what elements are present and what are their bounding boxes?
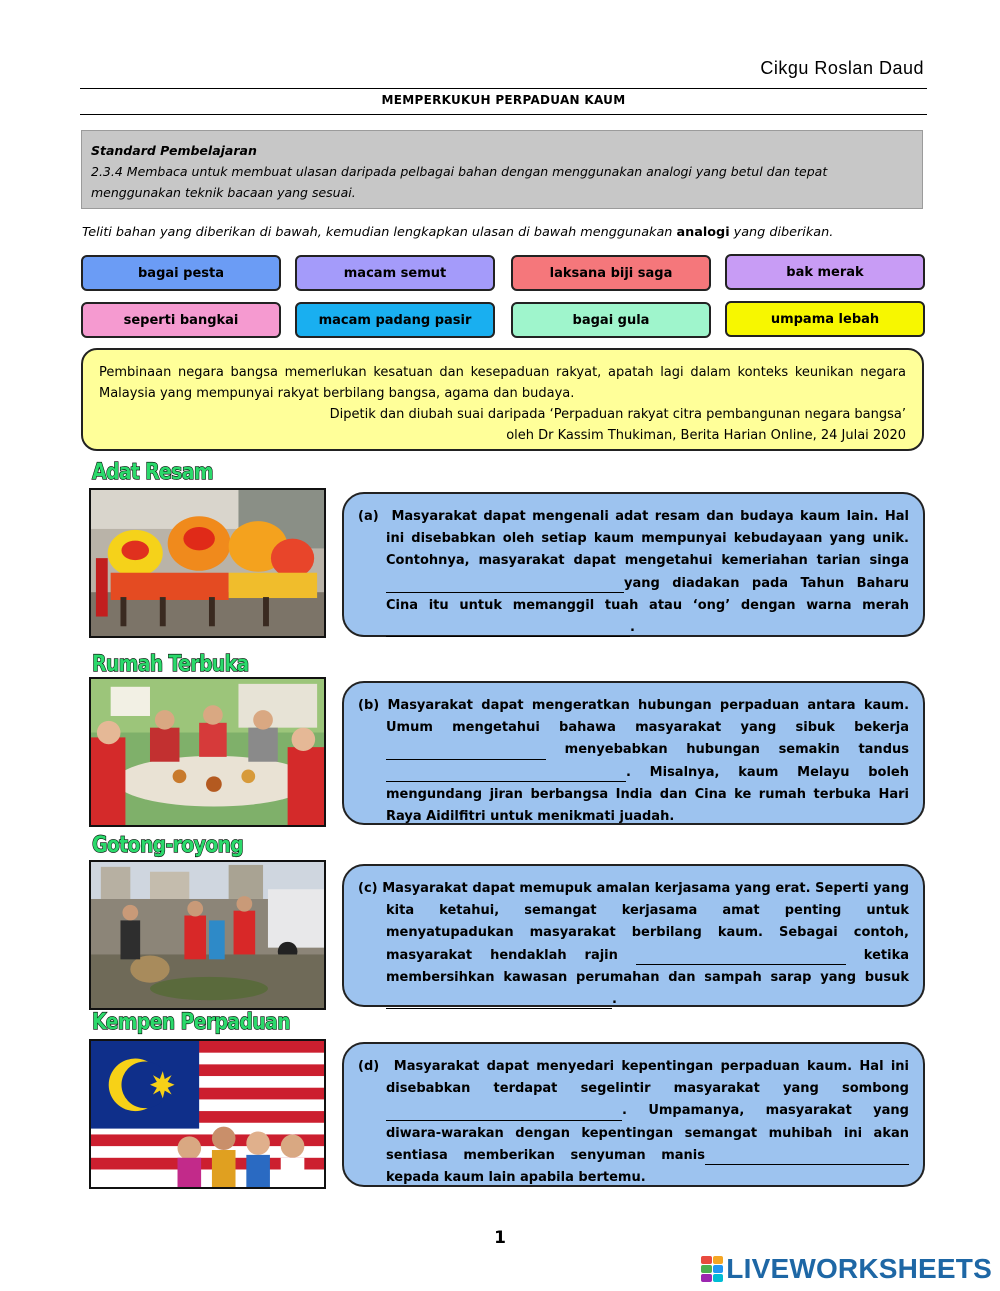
question-b-part1: Masyarakat dapat mengeratkan hubungan perpaduan antara kaum. Umum mengetahui bahawa masyarakat yang sibuk bekerja (386, 698, 910, 736)
question-a-part3: . (630, 620, 635, 636)
question-a-box (342, 492, 925, 637)
answer-d3-field[interactable] (705, 1148, 909, 1165)
question-b-box (342, 681, 925, 825)
passage-source-line1: Dipetik dan diubah suai daripada ‘Perpaduan rakyat citra pembangunan negara bangsa’ (329, 407, 906, 422)
instruction-text: Teliti bahan yang diberikan di bawah, kemudian lengkapkan ulasan di bawah menggunakan (82, 225, 677, 240)
section-heading-kempen-perpaduan: Kempen Perpaduan (92, 1010, 290, 1035)
answer-c1-field[interactable] (636, 948, 846, 965)
question-d-label: (d) (358, 1059, 380, 1074)
learning-standard-heading: Standard Pembelajaran (91, 143, 257, 158)
section-heading-rumah-terbuka: Rumah Terbuka (92, 652, 249, 677)
photo-lion-dance (89, 488, 326, 638)
word-chip-4[interactable]: bak merak (725, 254, 925, 290)
answer-a1-field[interactable] (386, 576, 520, 593)
word-chip-7[interactable]: bagai gula (511, 302, 711, 338)
author-name: Cikgu Roslan Daud (760, 58, 924, 78)
header-rule-bottom (80, 114, 927, 115)
page-number: 1 (494, 1228, 506, 1248)
word-chip-6[interactable]: macam padang pasir (295, 302, 495, 338)
learning-standard-box (81, 130, 923, 209)
question-b-part2: menyebabkan hubungan semakin tandus (564, 742, 909, 758)
instruction-text-end: yang diberikan. (729, 225, 834, 240)
question-d-part1: Masyarakat dapat menyedari kepentingan perpaduan kaum. Hal ini disebabkan terdapat segelintir masyarakat yang sombong (386, 1059, 909, 1097)
answer-a2-field[interactable] (520, 576, 624, 593)
question-a-part1: Masyarakat dapat mengenali adat resam dan budaya kaum lain. Hal ini disebabkan oleh setiap kaum mempunyai kebudayaan yang unik. Contohnya, masyarakat dapat mengetahui kemeriahan tarian singa (386, 509, 909, 569)
question-c-part2: ketika membersihkan kawasan perumahan dan sampah sarap yang busuk (386, 947, 909, 985)
answer-b2-field[interactable] (386, 765, 626, 782)
answer-a3-field[interactable] (386, 620, 630, 637)
instruction-keyword: analogi (676, 225, 730, 240)
liveworksheets-brand[interactable] (701, 1253, 992, 1285)
photo-gotong-royong (89, 860, 326, 1010)
worksheet-title: MEMPERKUKUH PERPADUAN KAUM (381, 93, 626, 107)
question-a-label: (a) (358, 509, 379, 524)
answer-d2-field[interactable] (504, 1104, 622, 1121)
question-c-label: (c) (358, 881, 378, 896)
section-heading-adat-resam: Adat Resam (92, 460, 213, 485)
question-d-box (342, 1042, 925, 1187)
photo-open-house (89, 677, 326, 827)
word-chip-3[interactable]: laksana biji saga (511, 255, 711, 291)
header-rule-top (80, 88, 927, 89)
question-d-part2: . Umpamanya, masyarakat yang diwara-warakan dengan kepentingan semangat muhibah ini akan sentiasa memberikan senyuman manis (386, 1103, 909, 1163)
section-heading-gotong-royong: Gotong-royong (92, 833, 244, 858)
instruction (82, 225, 833, 240)
answer-b1-field[interactable] (386, 743, 546, 760)
photo-unity-campaign (89, 1039, 326, 1189)
question-b-label: (b) (358, 698, 380, 713)
word-chip-2[interactable]: macam semut (295, 255, 495, 291)
passage-box (81, 348, 924, 451)
liveworksheets-logo-icon (701, 1256, 723, 1282)
liveworksheets-wordmark: LIVEWORKSHEETS (726, 1253, 992, 1284)
word-chip-8[interactable]: umpama lebah (725, 301, 925, 337)
passage-text: Pembinaan negara bangsa memerlukan kesatuan dan kesepaduan rakyat, apatah lagi dalam konteks keunikan negara Malaysia yang mempunyai rakyat berbilang bangsa, agama dan budaya. (99, 365, 906, 401)
question-c-box (342, 864, 925, 1007)
question-b-part3: . Misalnya, kaum Melayu boleh mengundang jiran berbangsa India dan Cina ke rumah terbuka Hari Raya Aidilfitri untuk menikmati juadah. (386, 764, 909, 825)
word-chip-5[interactable]: seperti bangkai (81, 302, 281, 338)
answer-d1-field[interactable] (386, 1104, 504, 1121)
question-c-text (358, 878, 909, 1011)
learning-standard-text: 2.3.4 Membaca untuk membuat ulasan daripada pelbagai bahan dengan menggunakan analogi yang betul dan tepat menggunakan teknik bacaan yang sesuai. (91, 164, 828, 200)
question-d-text (358, 1056, 909, 1189)
word-chip-1[interactable]: bagai pesta (81, 255, 281, 291)
question-a-text (358, 506, 909, 639)
question-c-part3: . (612, 992, 617, 1008)
question-d-part3: kepada kaum lain apabila bertemu. (386, 1170, 646, 1186)
question-b-text (358, 695, 909, 828)
answer-c2-field[interactable] (386, 992, 612, 1009)
question-c-part1: Masyarakat dapat memupuk amalan kerjasama yang erat. Seperti yang kita ketahui, semangat kerjasama amat penting untuk menyatupadukan masyarakat berbilang kaum. Sebagai contoh, masyarakat hendaklah rajin (382, 881, 909, 963)
question-a-part2: yang diadakan pada Tahun Baharu Cina itu untuk memanggil tuah atau ‘ong’ dengan warna merah (386, 575, 909, 613)
passage-source-line2: oleh Dr Kassim Thukiman, Berita Harian Online, 24 Julai 2020 (506, 428, 906, 443)
